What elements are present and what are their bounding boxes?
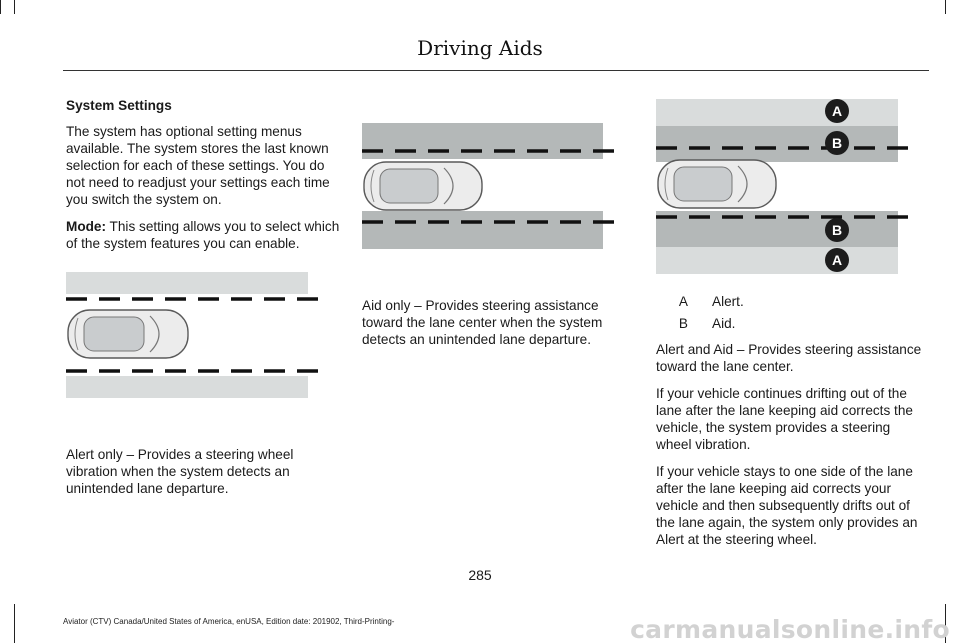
callout-a-bottom	[825, 248, 849, 272]
callout-a-top	[825, 99, 849, 123]
car-icon	[364, 162, 482, 210]
section-heading: System Settings	[66, 98, 172, 113]
legend-text: Alert.	[712, 293, 744, 309]
alert-and-aid-paragraph: Alert and Aid – Provides steering assistance toward the lane center.	[656, 342, 922, 374]
page-title: Driving Aids	[417, 36, 543, 60]
crop-mark	[0, 0, 1, 14]
figure-alert-only	[66, 272, 322, 398]
svg-text:B: B	[831, 135, 843, 151]
mode-text: This setting allows you to select which of the system features you can enable.	[66, 219, 340, 251]
alert-only-paragraph: Alert only – Provides a steering wheel vibration when the system detects an unintended lane departure.	[66, 446, 294, 496]
figure-aid-only	[362, 123, 618, 249]
legend-key: A	[678, 293, 688, 309]
drifting-paragraph: If your vehicle continues drifting out of the lane after the lane keeping aid corrects the vehicle, the system provides a steering wheel vibration.	[656, 386, 913, 452]
mode-paragraph	[66, 218, 342, 252]
column-1	[66, 97, 342, 262]
legend-text: Aid.	[712, 315, 736, 331]
mode-label: Mode:	[66, 219, 107, 234]
legend-key: B	[678, 315, 688, 331]
page-number: 285	[468, 567, 492, 583]
car-icon	[658, 160, 776, 208]
svg-text:A: A	[831, 252, 843, 268]
crop-mark	[14, 0, 15, 14]
callout-b-bottom	[825, 218, 849, 242]
figure-legend	[656, 290, 926, 334]
footer-edition: Aviator (CTV) Canada/United States of America, enUSA, Edition date: 201902, Third-Printing-	[63, 617, 395, 626]
legend-row	[656, 312, 926, 334]
figure-alert-and-aid	[656, 99, 914, 274]
crop-mark	[14, 604, 15, 643]
intro-paragraph: The system has optional setting menus available. The system stores the last known selection for each of these settings. You do not need to readjust your settings each time you switch the system on.	[66, 124, 330, 207]
aid-only-paragraph: Aid only – Provides steering assistance toward the lane center when the system detects an unintended lane departure.	[362, 297, 603, 347]
one-side-paragraph: If your vehicle stays to one side of the lane after the lane keeping aid corrects your vehicle and then subsequently drifts out of the lane again, the system only provides an Alert at the steering wheel.	[656, 464, 918, 547]
svg-text:A: A	[831, 103, 843, 119]
svg-text:B: B	[831, 222, 843, 238]
watermark: carmanualsonline.info	[630, 615, 950, 644]
legend-row	[656, 290, 926, 312]
header-divider	[63, 70, 929, 71]
column-3	[656, 341, 928, 558]
crop-mark	[945, 0, 946, 14]
callout-b-top	[825, 131, 849, 155]
car-icon	[68, 310, 188, 358]
